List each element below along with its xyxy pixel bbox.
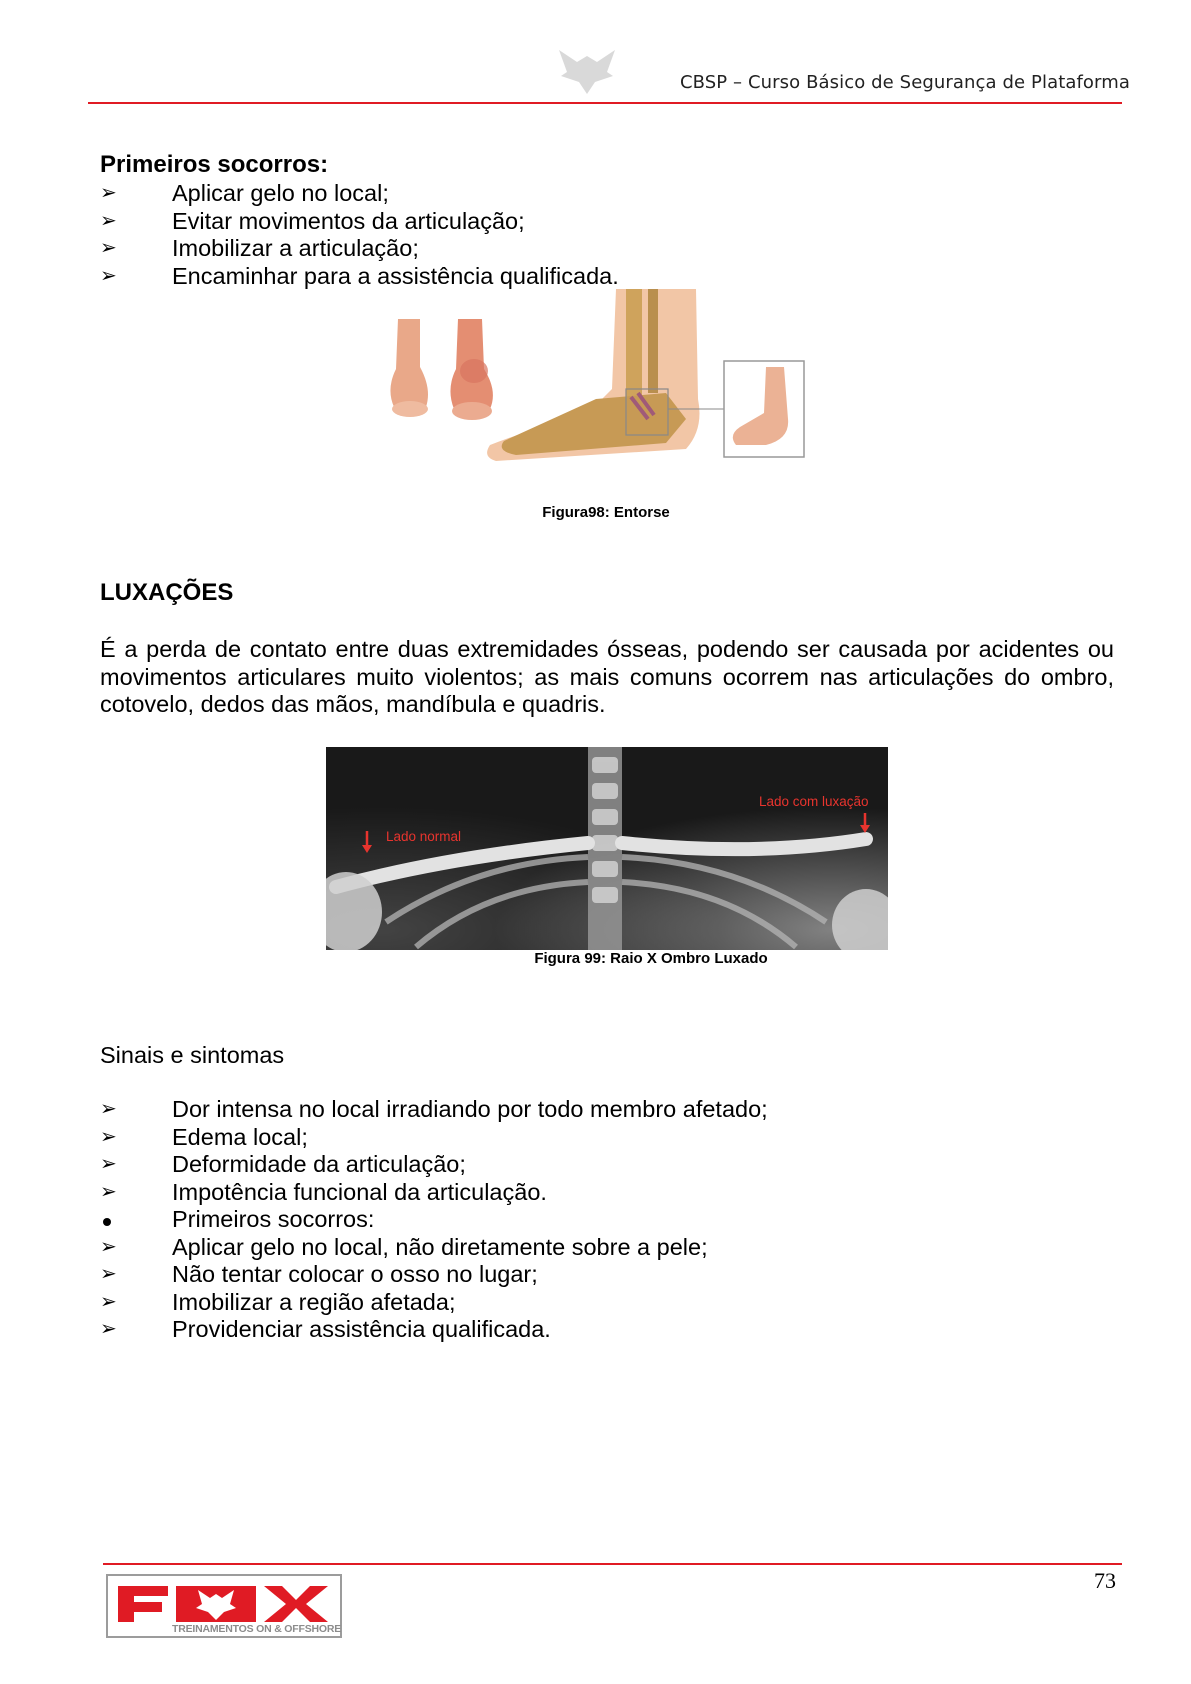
document-header-title: CBSP – Curso Básico de Segurança de Plataforma [679, 72, 1130, 93]
fox-watermark-logo [555, 46, 619, 98]
arrow-bullet-icon: ➢ [100, 1263, 117, 1285]
list-item: ➢ Dor intensa no local irradiando por todo membro afetado; [100, 1096, 768, 1122]
foot-inset-view [724, 361, 804, 457]
first-aid-heading: Primeiros socorros: [100, 151, 329, 178]
list-item: ➢ Não tentar colocar o osso no lugar; [100, 1261, 538, 1287]
arrow-bullet-icon: ➢ [100, 1153, 117, 1175]
arrow-bullet-icon: ➢ [100, 264, 117, 287]
shoulder-xray-image [326, 747, 888, 950]
list-item: ➢ Impotência funcional da articulação. [100, 1178, 547, 1205]
list-item: ➢ Imobilizar a região afetada; [100, 1288, 456, 1315]
feet-front-view [390, 319, 492, 420]
dot-bullet-icon [103, 1218, 111, 1226]
arrow-bullet-icon: ➢ [100, 182, 117, 204]
arrow-bullet-icon: ➢ [100, 209, 117, 232]
arrow-bullet-icon: ➢ [100, 237, 117, 259]
figure98-caption: Figura98: Entorse [542, 504, 670, 521]
header-divider [88, 102, 1122, 104]
arrow-bullet-icon: ➢ [100, 1290, 117, 1313]
page-number: 73 [1094, 1568, 1116, 1593]
arrow-bullet-icon: ➢ [100, 1235, 117, 1258]
xray-label-dislocated-side: Lado com luxação [759, 794, 869, 809]
xray-label-normal-side: Lado normal [386, 829, 462, 844]
list-item: ➢ Edema local; [100, 1123, 308, 1150]
ankle-sprain-illustration [386, 289, 826, 501]
figure99-caption: Figura 99: Raio X Ombro Luxado [534, 950, 768, 967]
signs-symptoms-heading: Sinais e sintomas [100, 1042, 285, 1068]
signs-symptoms-list [100, 1096, 900, 1344]
logo-subtitle: TREINAMENTOS ON & OFFSHORE [172, 1623, 342, 1635]
arrow-bullet-icon: ➢ [100, 1098, 117, 1120]
first-aid-list [100, 180, 800, 290]
list-item: ➢ Encaminhar para a assistência qualificada. [100, 262, 619, 289]
arrow-bullet-icon: ➢ [100, 1125, 117, 1148]
arrow-bullet-icon: ➢ [100, 1318, 117, 1340]
list-item: ➢ Aplicar gelo no local; [100, 180, 389, 206]
list-item: ➢ Providenciar assistência qualificada. [100, 1316, 551, 1342]
dislocation-heading: LUXAÇÕES [100, 579, 234, 606]
list-item: Primeiros socorros: [100, 1206, 900, 1234]
footer-divider [103, 1563, 1122, 1565]
list-item: ➢ Aplicar gelo no local, não diretamente sobre a pele; [100, 1233, 708, 1260]
arrow-bullet-icon: ➢ [100, 1180, 117, 1203]
list-item: ➢ Deformidade da articulação; [100, 1151, 466, 1177]
dislocation-definition: É a perda de contato entre duas extremidades ósseas, podendo ser causada por acidentes ou movimentos articulares muito violentos; as mais comuns ocorrem nas articulações do ombro, cotovelo, dedos das mãos, mandíbula e quadris. [100, 636, 1114, 717]
list-item: ➢ Evitar movimentos da articulação; [100, 207, 525, 234]
list-item: ➢ Imobilizar a articulação; [100, 235, 419, 261]
foot-skeleton-side-view [487, 289, 724, 461]
